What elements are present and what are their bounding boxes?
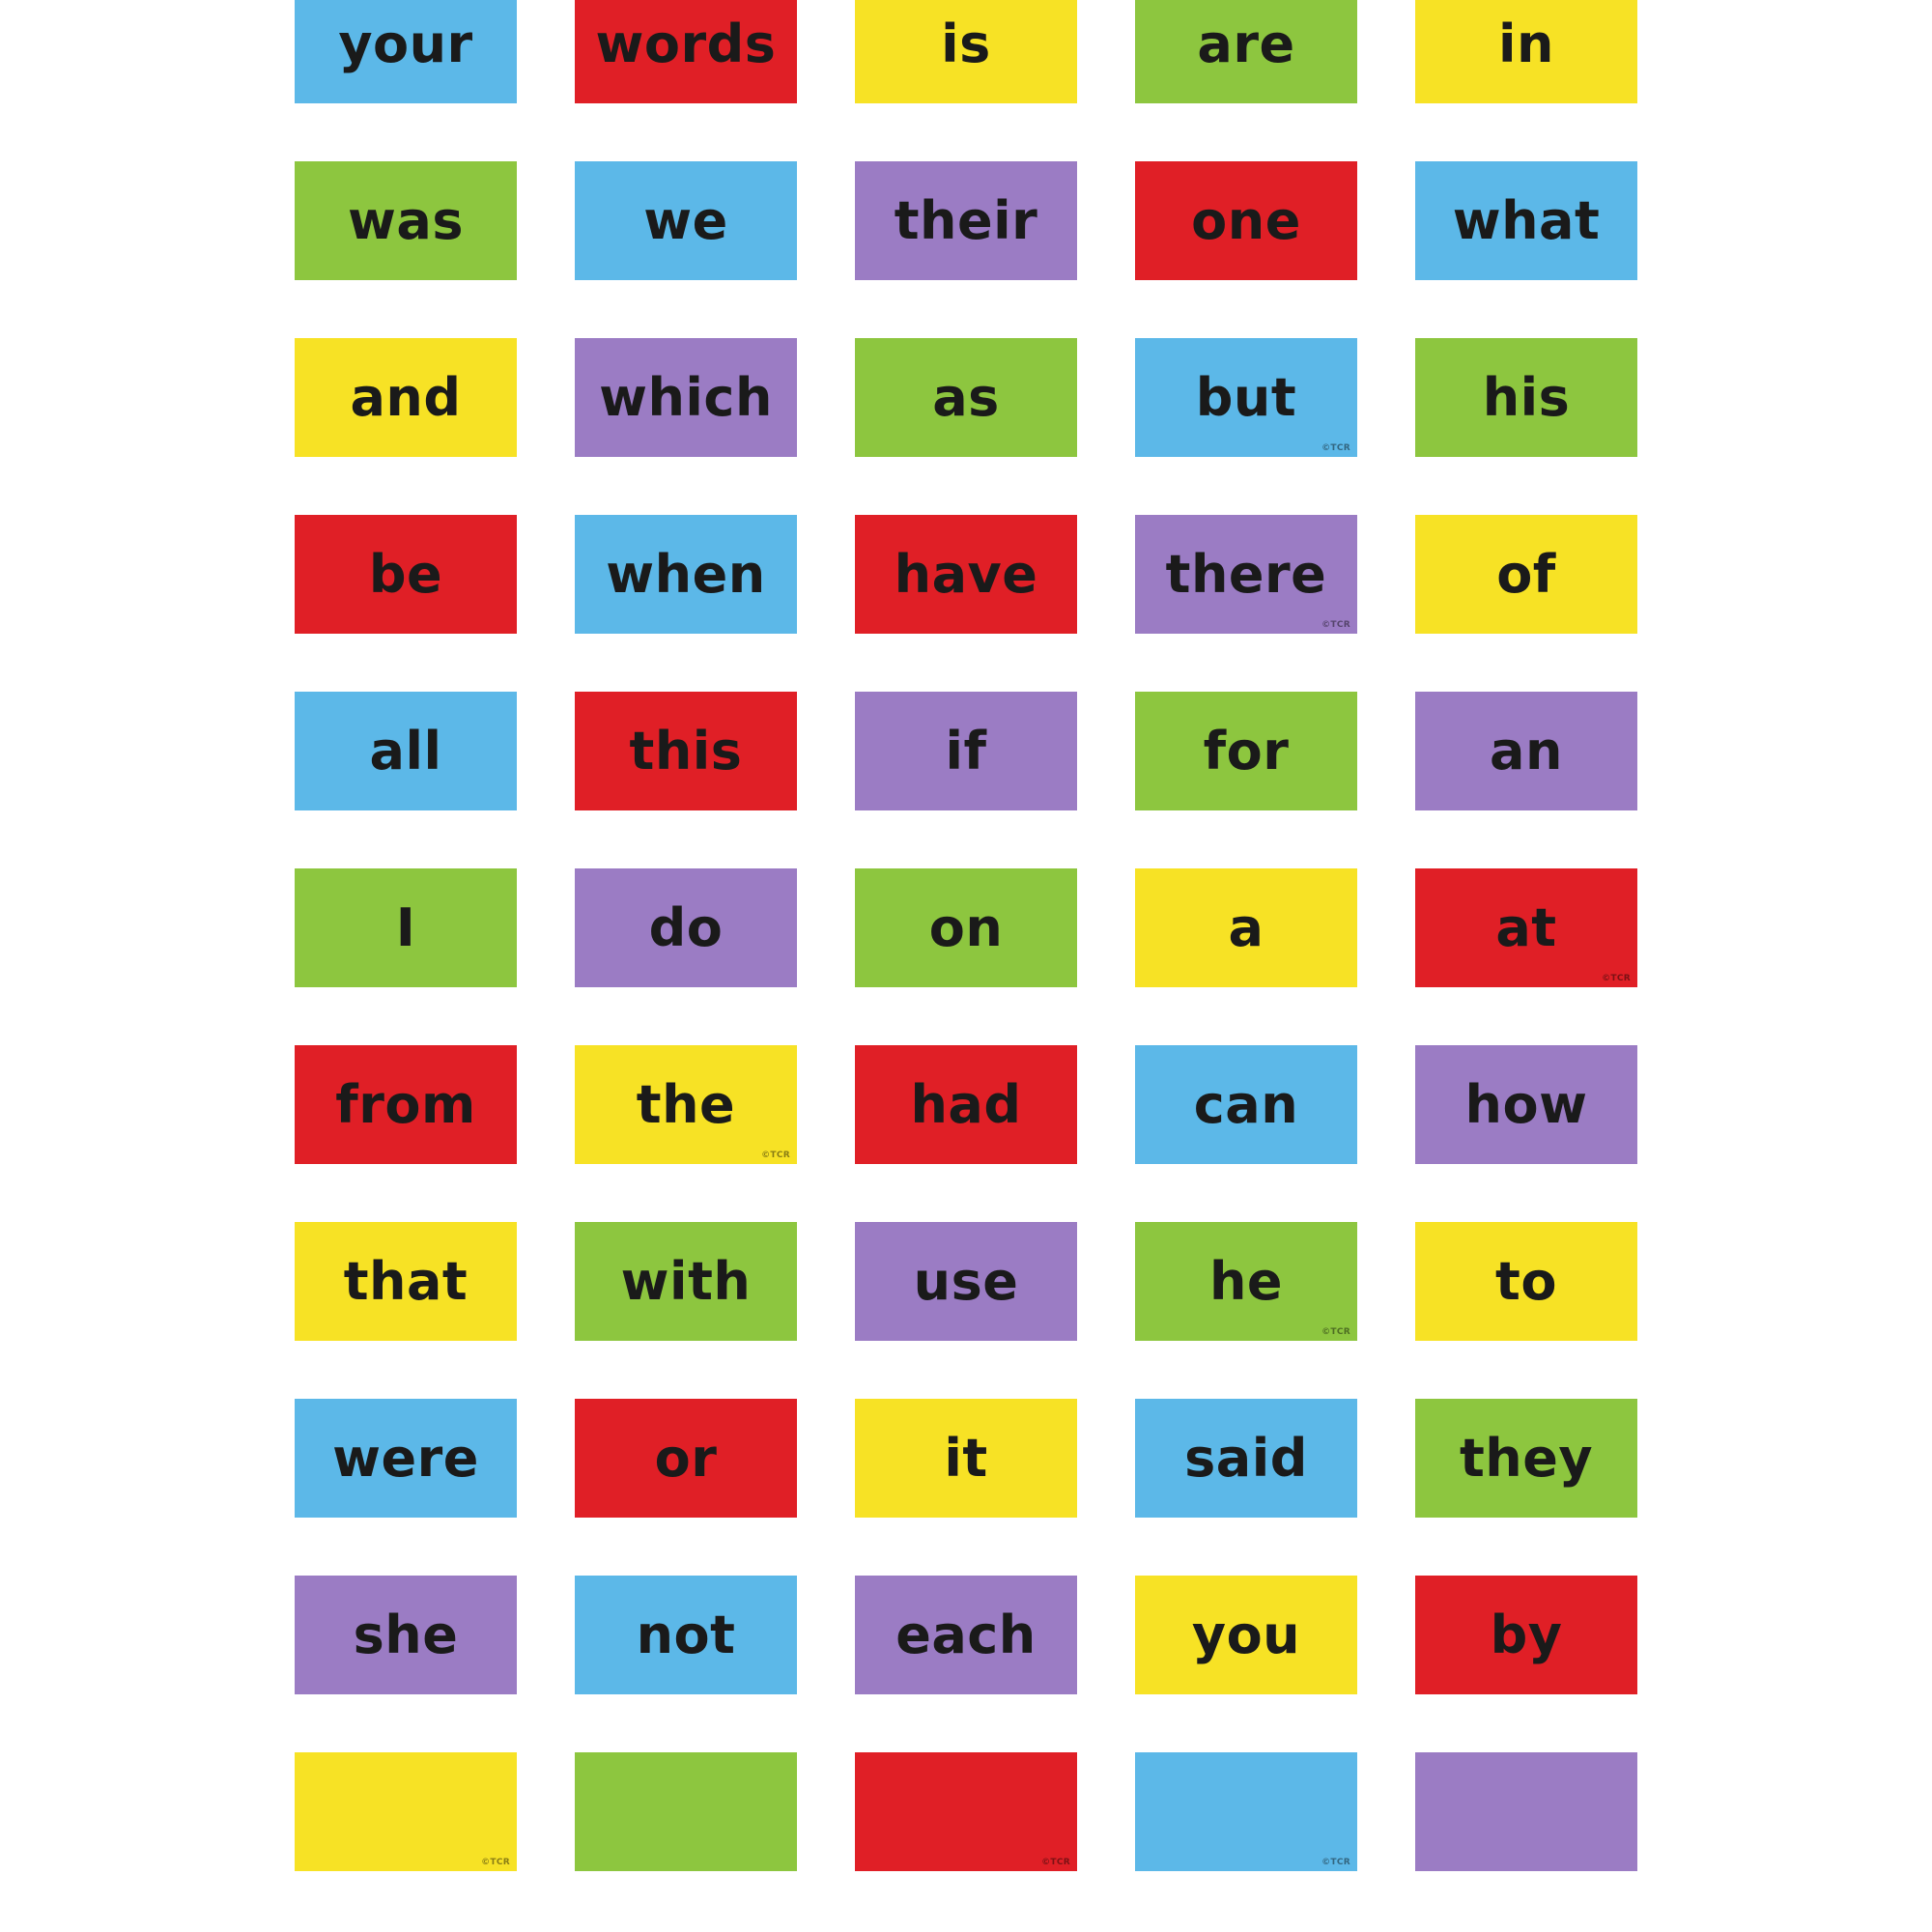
word-card-label: but (1195, 366, 1297, 428)
word-card[interactable] (575, 692, 797, 810)
copyright-mark: ©TCR (1602, 974, 1631, 983)
word-card-label: she (353, 1604, 459, 1665)
copyright-mark: ©TCR (1321, 1858, 1350, 1867)
word-card[interactable] (855, 1399, 1077, 1518)
word-card-label: on (928, 896, 1004, 958)
word-card[interactable] (295, 1045, 517, 1164)
word-card[interactable] (1415, 1399, 1637, 1518)
word-card[interactable] (855, 161, 1077, 280)
word-card[interactable] (1415, 161, 1637, 280)
word-card[interactable] (1135, 161, 1357, 280)
word-card-label: your (338, 13, 473, 74)
word-card-label: in (1498, 13, 1554, 74)
word-card[interactable] (295, 1399, 517, 1518)
word-card[interactable] (1135, 338, 1357, 457)
copyright-mark: ©TCR (1041, 1858, 1070, 1867)
word-card[interactable] (1135, 1752, 1357, 1871)
word-card[interactable] (575, 1045, 797, 1164)
word-card[interactable] (295, 692, 517, 810)
word-card-label: was (348, 189, 464, 251)
word-card[interactable] (855, 692, 1077, 810)
word-card-label: for (1203, 720, 1290, 781)
word-card-label: can (1193, 1073, 1299, 1135)
word-card[interactable] (855, 1576, 1077, 1694)
word-card[interactable] (575, 515, 797, 634)
word-card-label: there (1165, 543, 1327, 605)
word-card[interactable] (855, 1752, 1077, 1871)
word-card[interactable] (1415, 515, 1637, 634)
word-card-label: each (895, 1604, 1037, 1665)
word-card[interactable] (855, 868, 1077, 987)
word-card[interactable] (1415, 692, 1637, 810)
word-card[interactable] (295, 1222, 517, 1341)
word-card-label: as (932, 366, 1000, 428)
word-card[interactable] (1135, 1222, 1357, 1341)
word-card[interactable] (1135, 1576, 1357, 1694)
word-card[interactable] (1415, 338, 1637, 457)
word-card[interactable] (855, 338, 1077, 457)
copyright-mark: ©TCR (1321, 443, 1350, 453)
word-card-label: had (910, 1073, 1022, 1135)
word-card-label: you (1191, 1604, 1301, 1665)
word-card-label: have (894, 543, 1038, 605)
word-card-label: and (350, 366, 462, 428)
word-card[interactable] (1135, 868, 1357, 987)
word-card[interactable] (575, 0, 797, 103)
word-card-label: all (369, 720, 442, 781)
copyright-mark: ©TCR (1321, 620, 1350, 630)
word-card-label: what (1452, 189, 1601, 251)
word-card-label: said (1184, 1427, 1308, 1489)
word-card-label: the (636, 1073, 736, 1135)
word-card-label: do (648, 896, 724, 958)
word-card[interactable] (855, 1045, 1077, 1164)
word-card-label: we (643, 189, 728, 251)
word-card[interactable] (1135, 1045, 1357, 1164)
word-card-label: when (606, 543, 766, 605)
word-card[interactable] (1415, 1752, 1637, 1871)
word-card-label: one (1191, 189, 1301, 251)
word-card-label: that (343, 1250, 469, 1312)
word-card-label: are (1197, 13, 1295, 74)
word-card-label: I (395, 896, 416, 958)
word-card[interactable] (1415, 1045, 1637, 1164)
word-card-label: this (629, 720, 743, 781)
word-card[interactable] (295, 515, 517, 634)
word-card-label: of (1496, 543, 1556, 605)
word-card-label: with (620, 1250, 752, 1312)
word-card[interactable] (295, 1576, 517, 1694)
word-card-label: not (636, 1604, 736, 1665)
word-card[interactable] (1135, 692, 1357, 810)
word-card-label: if (945, 720, 987, 781)
word-card[interactable] (575, 1399, 797, 1518)
word-card[interactable] (1135, 515, 1357, 634)
word-card-label: use (913, 1250, 1019, 1312)
word-card[interactable] (1415, 0, 1637, 103)
word-card-label: by (1490, 1604, 1563, 1665)
word-card-label: they (1459, 1427, 1594, 1489)
word-card-label: to (1495, 1250, 1557, 1312)
word-card[interactable] (295, 161, 517, 280)
word-card[interactable] (1135, 0, 1357, 103)
word-card-label: is (941, 13, 991, 74)
word-card[interactable] (1415, 1222, 1637, 1341)
word-card-label: be (368, 543, 443, 605)
copyright-mark: ©TCR (761, 1151, 790, 1160)
word-card[interactable] (575, 868, 797, 987)
word-card-label: at (1495, 896, 1557, 958)
word-card[interactable] (1415, 1576, 1637, 1694)
word-card-label: he (1208, 1250, 1284, 1312)
copyright-mark: ©TCR (1321, 1327, 1350, 1337)
word-card-label: how (1464, 1073, 1588, 1135)
word-card[interactable] (295, 1752, 517, 1871)
word-card[interactable] (1135, 1399, 1357, 1518)
word-card-label: their (894, 189, 1038, 251)
word-card[interactable] (575, 161, 797, 280)
word-card-label: from (335, 1073, 476, 1135)
word-card-label: were (332, 1427, 479, 1489)
word-card[interactable] (295, 0, 517, 103)
word-card[interactable] (855, 515, 1077, 634)
word-card[interactable] (575, 1576, 797, 1694)
word-card[interactable] (295, 868, 517, 987)
word-card-label: words (595, 13, 777, 74)
word-card-label: it (944, 1427, 988, 1489)
word-card[interactable] (855, 0, 1077, 103)
word-card-label: an (1490, 720, 1563, 781)
copyright-mark: ©TCR (481, 1858, 510, 1867)
word-card-label: which (599, 366, 773, 428)
word-card[interactable] (295, 338, 517, 457)
word-card[interactable] (1415, 868, 1637, 987)
word-card[interactable] (855, 1222, 1077, 1341)
word-card[interactable] (575, 1752, 797, 1871)
word-card[interactable] (575, 338, 797, 457)
word-card-label: his (1482, 366, 1571, 428)
word-card[interactable] (575, 1222, 797, 1341)
word-card-label: a (1228, 896, 1264, 958)
word-card-label: or (654, 1427, 718, 1489)
